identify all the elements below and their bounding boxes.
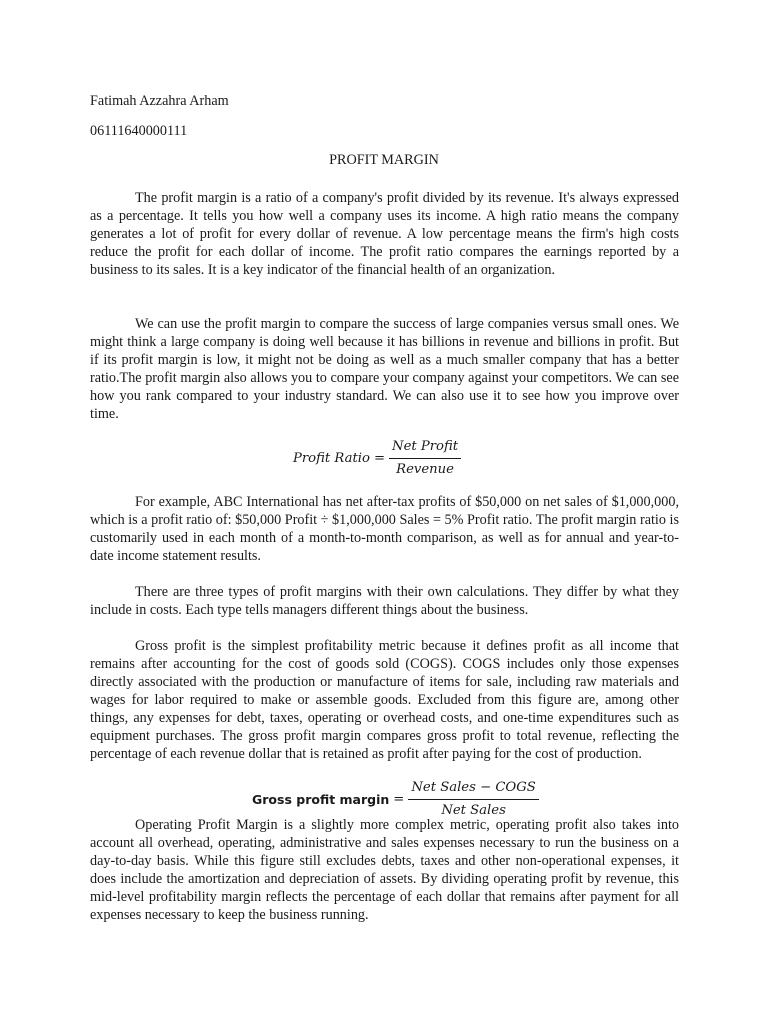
document-title: PROFIT MARGIN xyxy=(329,152,439,168)
fraction-denominator: Net Sales xyxy=(441,803,506,818)
paragraph-intro: The profit margin is a ratio of a company's profit divided by its revenue. It's always expressed as a percentage. It tells you how well a company uses its income. A high ratio means the company generates a lot of profit for every dollar of revenue. A low percentage means the firm's high costs reduce the profit for each dollar of income. The profit ratio compares the earnings reported by a business to its sales. It is a key indicator of the financial health of an organization. xyxy=(90,190,679,278)
equals-sign: = xyxy=(393,791,405,807)
profit-ratio-formula xyxy=(293,438,461,479)
paragraph-operating-profit: Operating Profit Margin is a slightly more complex metric, operating profit also takes into account all overhead, operating, administrative and sales expenses necessary to run the business on a day-to-day basis. While this figure still excludes debts, taxes and other non-operational expenses, it does include the amortization and depreciation of assets. By dividing operating profit by revenue, this mid-level profitability margin reflects the percentage of each dollar that remains after payment for all expenses necessary to keep the business running. xyxy=(90,817,679,923)
gross-profit-margin-formula xyxy=(252,779,539,820)
paragraph-gross-profit: Gross profit is the simplest profitability metric because it defines profit as all income that remains after accounting for the cost of goods sold (COGS). COGS includes only those expenses directly associated with the production or manufacture of items for sale, including raw materials and wages for labor required to make or assemble goods. Excluded from this figure are, among other things, any expenses for debt, taxes, operating or overhead costs, and one-time expenditures such as equipment purchases. The gross profit margin compares gross profit to total revenue, reflecting the percentage of each revenue dollar that is retained as profit after paying for the cost of production. xyxy=(90,638,679,762)
paragraph-comparison: We can use the profit margin to compare the success of large companies versus small ones. We might think a large company is doing well because it has billions in revenue and billions in profit. But if its profit margin is low, it might not be doing as well as a much smaller company that has a better ratio.The profit margin also allows you to compare your company against your competitors. We can see how you rank compared to your industry standard. We can also use it to see how you improve over time. xyxy=(90,316,679,422)
fraction-denominator: Revenue xyxy=(396,462,454,477)
formula-lhs: Gross profit margin xyxy=(252,791,390,807)
student-id: 06111640000111 xyxy=(90,123,188,139)
fraction-numerator: Net Profit xyxy=(389,438,461,459)
equals-sign: = xyxy=(373,450,386,466)
author-name: Fatimah Azzahra Arham xyxy=(90,93,229,109)
paragraph-types: There are three types of profit margins with their own calculations. They differ by what they include in costs. Each type tells managers different things about the business. xyxy=(90,584,679,618)
paragraph-example: For example, ABC International has net after-tax profits of $50,000 on net sales of $1,000,000, which is a profit ratio of: $50,000 Profit ÷ $1,000,000 Sales = 5% Profit ratio. The profit margin ratio is customarily used in each month of a month-to-month comparison, as well as for annual and year-to-date income statement results. xyxy=(90,494,679,564)
formula-lhs: Profit Ratio xyxy=(293,450,370,466)
fraction-numerator: Net Sales − COGS xyxy=(408,779,538,800)
fraction xyxy=(389,438,461,479)
fraction xyxy=(408,779,538,820)
